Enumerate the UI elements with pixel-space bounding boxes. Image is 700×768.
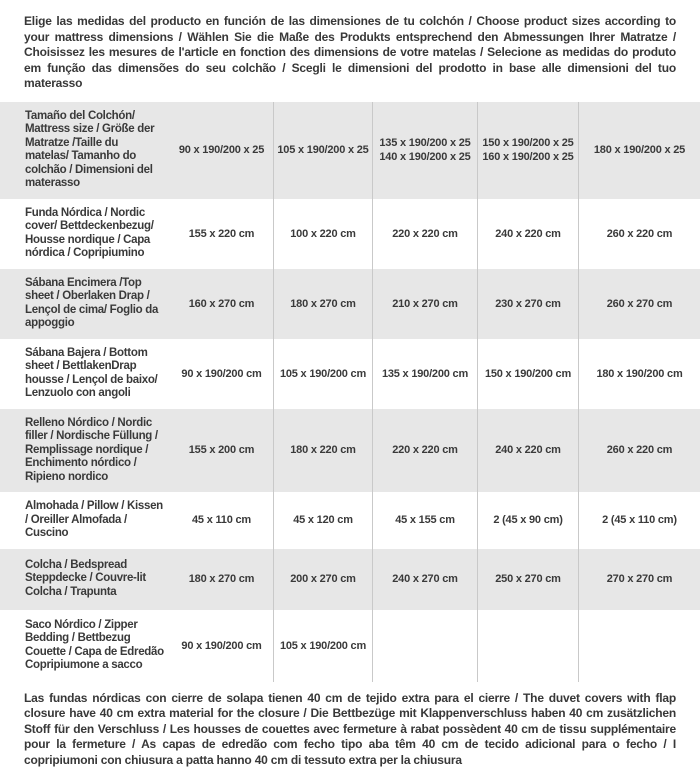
- size-value-line: 180 x 190/200 cm: [596, 367, 682, 381]
- size-cell: [372, 102, 477, 199]
- size-cell: [477, 102, 578, 199]
- size-cell: [477, 549, 578, 610]
- size-value-line: 135 x 190/200 x 25: [379, 136, 470, 150]
- size-cell: [170, 102, 273, 199]
- product-label: Saco Nórdico / Zipper Bedding / Bettbezug Couette / Capa de Edredão Copripiumone a sacco: [0, 610, 170, 682]
- size-cell: [578, 610, 700, 682]
- product-label: Colcha / Bedspread Steppdecke / Couvre-lit Colcha / Trapunta: [0, 549, 170, 610]
- size-value-line: 90 x 190/200 cm: [181, 367, 261, 381]
- size-value-line: 200 x 270 cm: [290, 572, 356, 586]
- size-cell: [170, 339, 273, 409]
- size-table: [0, 102, 700, 682]
- product-label: Relleno Nórdico / Nordic filler / Nordische Füllung / Remplissage nordique / Enchimento nórdico / Ripieno nordico: [0, 409, 170, 493]
- size-cell: [170, 269, 273, 339]
- size-value-line: 260 x 220 cm: [607, 443, 673, 457]
- size-value-line: 105 x 190/200 cm: [280, 639, 366, 653]
- size-cell: [372, 199, 477, 269]
- size-cell: [578, 549, 700, 610]
- size-cell: [578, 339, 700, 409]
- table-row: [0, 269, 700, 339]
- product-label: Sábana Encimera /Top sheet / Oberlaken Drap / Lençol de cima/ Foglio da appoggio: [0, 269, 170, 339]
- size-value-line: 135 x 190/200 cm: [382, 367, 468, 381]
- size-cell: [170, 199, 273, 269]
- size-cell: [578, 409, 700, 493]
- size-value-line: 45 x 155 cm: [395, 513, 455, 527]
- size-cell: [273, 492, 372, 549]
- size-cell: [477, 269, 578, 339]
- size-value-line: 90 x 190/200 x 25: [179, 143, 264, 157]
- size-cell: [273, 339, 372, 409]
- size-value-line: 180 x 270 cm: [290, 297, 356, 311]
- product-label: Almohada / Pillow / Kissen / Oreiller Almofada / Cuscino: [0, 492, 170, 549]
- size-value-line: 240 x 220 cm: [495, 227, 561, 241]
- size-value-line: 220 x 220 cm: [392, 227, 458, 241]
- size-value-line: 105 x 190/200 x 25: [277, 143, 368, 157]
- size-value-line: 45 x 120 cm: [293, 513, 353, 527]
- size-cell: [372, 269, 477, 339]
- size-value-line: 180 x 190/200 x 25: [594, 143, 685, 157]
- size-cell: [477, 409, 578, 493]
- table-row: [0, 102, 700, 199]
- size-value-line: 140 x 190/200 x 25: [379, 150, 470, 164]
- table-row: [0, 492, 700, 549]
- size-cell: [170, 409, 273, 493]
- product-label: Sábana Bajera / Bottom sheet / BettlakenDrap housse / Lençol de baixo/ Lenzuolo con angoli: [0, 339, 170, 409]
- size-cell: [477, 610, 578, 682]
- size-value-line: 250 x 270 cm: [495, 572, 561, 586]
- size-cell: [273, 269, 372, 339]
- size-cell: [477, 492, 578, 549]
- size-value-line: 155 x 220 cm: [189, 227, 255, 241]
- product-label: Tamaño del Colchón/ Mattress size / Größe der Matratze /Taille du matelas/ Tamanho do colchão / Dimensioni del materasso: [0, 102, 170, 199]
- size-cell: [372, 339, 477, 409]
- size-cell: [170, 610, 273, 682]
- size-value-line: 230 x 270 cm: [495, 297, 561, 311]
- size-value-line: 160 x 270 cm: [189, 297, 255, 311]
- size-value-line: 180 x 220 cm: [290, 443, 356, 457]
- table-row: [0, 549, 700, 610]
- size-cell: [372, 610, 477, 682]
- size-value-line: 180 x 270 cm: [189, 572, 255, 586]
- size-cell: [372, 409, 477, 493]
- size-value-line: 45 x 110 cm: [192, 513, 251, 527]
- table-row: [0, 610, 700, 682]
- size-value-line: 270 x 270 cm: [607, 572, 673, 586]
- size-value-line: 100 x 220 cm: [290, 227, 356, 241]
- size-cell: [477, 339, 578, 409]
- size-cell: [578, 199, 700, 269]
- size-value-line: 2 (45 x 110 cm): [602, 513, 677, 527]
- size-cell: [273, 102, 372, 199]
- size-value-line: 260 x 270 cm: [607, 297, 673, 311]
- size-cell: [273, 610, 372, 682]
- size-cell: [273, 199, 372, 269]
- size-cell: [170, 549, 273, 610]
- table-row: [0, 199, 700, 269]
- size-value-line: 160 x 190/200 x 25: [482, 150, 573, 164]
- size-cell: [578, 102, 700, 199]
- size-value-line: 220 x 220 cm: [392, 443, 458, 457]
- size-value-line: 260 x 220 cm: [607, 227, 673, 241]
- size-value-line: 2 (45 x 90 cm): [493, 513, 562, 527]
- size-value-line: 105 x 190/200 cm: [280, 367, 366, 381]
- size-value-line: 210 x 270 cm: [392, 297, 458, 311]
- size-cell: [578, 492, 700, 549]
- size-cell: [372, 492, 477, 549]
- size-value-line: 90 x 190/200 cm: [181, 639, 261, 653]
- footnote-text: Las fundas nórdicas con cierre de solapa tienen 40 cm de tejido extra para el cierre / The duvet covers with flap closure have 40 cm extra material for the closure / Die Bettbezüge mit Klappenverschluss haben 40 cm zusätzlichen Stoff für den Verschluss / Les housses de couettes avec fermeture à rabat possèdent 40 cm de tissu supplémentaire pour la fermeture / As capas de edredão com fecho tipo aba têm 40 cm de tecido adicional para o fecho / I copripiumoni con chiusura a patta hanno 40 cm di tessuto extra per la chiusura: [24, 691, 676, 768]
- size-value-line: 240 x 220 cm: [495, 443, 561, 457]
- size-value-line: 150 x 190/200 x 25: [482, 136, 573, 150]
- size-value-line: 155 x 200 cm: [189, 443, 255, 457]
- size-value-line: 150 x 190/200 cm: [485, 367, 571, 381]
- intro-text: Elige las medidas del producto en función de las dimensiones de tu colchón / Choose product sizes according to your mattress dimensions / Wählen Sie die Maße des Produkts entsprechend den Abmessungen Ihrer Matratze / Choisissez les mesures de l'article en fonction des dimensions de votre matelas / Selecione as medidas do produto em função das dimensões do seu colchão / Scegli le dimensioni del prodotto in base alle dimensioni del tuo materasso: [24, 0, 676, 92]
- size-cell: [273, 549, 372, 610]
- size-cell: [170, 492, 273, 549]
- table-row: [0, 339, 700, 409]
- table-row: [0, 409, 700, 493]
- size-cell: [372, 549, 477, 610]
- size-cell: [477, 199, 578, 269]
- size-cell: [578, 269, 700, 339]
- size-value-line: 240 x 270 cm: [392, 572, 458, 586]
- product-label: Funda Nórdica / Nordic cover/ Bettdeckenbezug/ Housse nordique / Capa nórdica / Copripiumino: [0, 199, 170, 269]
- size-cell: [273, 409, 372, 493]
